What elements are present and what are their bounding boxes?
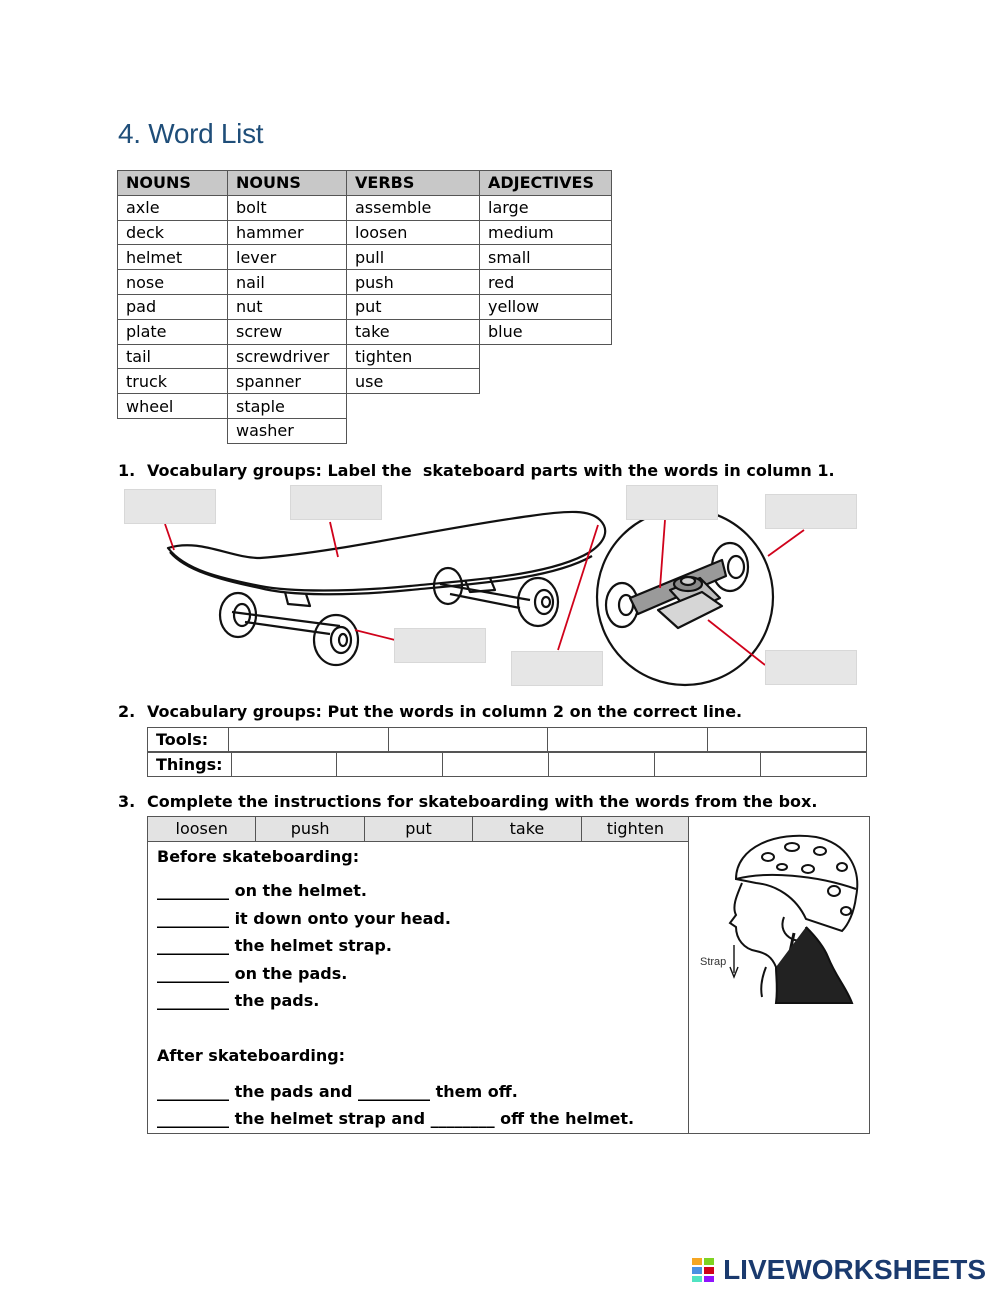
word-list-cell: medium xyxy=(480,220,612,245)
word-list-cell: nail xyxy=(228,270,347,295)
word-list-cell: screw xyxy=(228,319,347,344)
word-list-cell xyxy=(480,344,612,369)
things-blank-6[interactable] xyxy=(761,753,867,777)
things-blank-3[interactable] xyxy=(443,753,549,777)
word-list-row xyxy=(118,394,612,419)
q3-text: Complete the instructions for skateboarding with the words from the box. xyxy=(147,792,818,811)
word-list-cell: helmet xyxy=(118,245,228,270)
word-list-cell: yellow xyxy=(480,294,612,319)
word-list-cell xyxy=(118,418,228,443)
things-table xyxy=(147,752,867,777)
before-line-4[interactable]: _________ on the pads. xyxy=(157,964,348,983)
tools-blank-4[interactable] xyxy=(707,728,867,752)
things-blank-1[interactable] xyxy=(231,753,337,777)
word-list-row xyxy=(118,294,612,319)
header-nouns-1: NOUNS xyxy=(118,171,228,196)
word-list-cell: staple xyxy=(228,394,347,419)
word-box-item: tighten xyxy=(606,819,664,838)
word-list-cell: truck xyxy=(118,369,228,394)
word-list-cell: use xyxy=(347,369,480,394)
word-list-row xyxy=(118,270,612,295)
after-title: After skateboarding: xyxy=(157,1046,346,1065)
word-list-cell: pull xyxy=(347,245,480,270)
word-box-item: push xyxy=(256,817,364,841)
instructions-box xyxy=(147,816,870,1134)
word-list-cell: tighten xyxy=(347,344,480,369)
word-list-cell: nose xyxy=(118,270,228,295)
label-box-tail[interactable] xyxy=(124,489,216,524)
strap-label: Strap xyxy=(700,956,727,968)
tools-blank-3[interactable] xyxy=(548,728,708,752)
things-blank-5[interactable] xyxy=(655,753,761,777)
word-list-cell: plate xyxy=(118,319,228,344)
helmet-illustration xyxy=(696,827,866,1007)
word-box-item: put xyxy=(365,817,473,841)
things-blank-2[interactable] xyxy=(337,753,443,777)
tools-blank-2[interactable] xyxy=(388,728,548,752)
q2-number: 2. xyxy=(118,702,136,721)
word-list-row xyxy=(118,220,612,245)
box-divider xyxy=(688,817,689,1133)
word-list-cell: hammer xyxy=(228,220,347,245)
before-line-2[interactable]: _________ it down onto your head. xyxy=(157,909,451,928)
q3-number: 3. xyxy=(118,792,136,811)
word-list-cell: tail xyxy=(118,344,228,369)
word-list-cell: put xyxy=(347,294,480,319)
tools-blank-1[interactable] xyxy=(229,728,389,752)
tools-table xyxy=(147,727,867,752)
before-line-1[interactable]: _________ on the helmet. xyxy=(157,881,367,900)
tools-label: Tools: xyxy=(148,728,229,752)
word-list-cell xyxy=(480,369,612,394)
word-list-table xyxy=(117,170,612,444)
word-list-cell: take xyxy=(347,319,480,344)
liveworksheets-logo-icon xyxy=(692,1258,714,1282)
word-list-row xyxy=(118,418,612,443)
before-title: Before skateboarding: xyxy=(157,847,360,866)
word-list-row xyxy=(118,369,612,394)
word-list-cell: loosen xyxy=(347,220,480,245)
word-list-cell: small xyxy=(480,245,612,270)
page-heading: 4. Word List xyxy=(118,118,264,149)
word-list-cell: wheel xyxy=(118,394,228,419)
word-list-cell: washer xyxy=(228,418,347,443)
word-list-cell xyxy=(347,394,480,419)
before-line-3[interactable]: _________ the helmet strap. xyxy=(157,936,392,955)
things-label: Things: xyxy=(148,753,232,777)
word-list-cell: bolt xyxy=(228,195,347,220)
label-box-wheel[interactable] xyxy=(394,628,486,663)
label-box-deck[interactable] xyxy=(290,485,382,520)
word-list-cell: lever xyxy=(228,245,347,270)
word-list-cell: red xyxy=(480,270,612,295)
before-line-5[interactable]: _________ the pads. xyxy=(157,991,320,1010)
word-box xyxy=(148,817,689,842)
things-blank-4[interactable] xyxy=(549,753,655,777)
word-list-cell: pad xyxy=(118,294,228,319)
word-list-cell: nut xyxy=(228,294,347,319)
q1-number: 1. xyxy=(118,461,136,480)
word-list-cell: large xyxy=(480,195,612,220)
word-list-cell: push xyxy=(347,270,480,295)
word-list-row xyxy=(118,245,612,270)
word-list-cell xyxy=(347,418,480,443)
q1-text: Vocabulary groups: Label the skateboard parts with the words in column 1. xyxy=(147,461,835,480)
word-list-header-row xyxy=(118,171,612,196)
word-list-cell xyxy=(480,394,612,419)
word-list-cell: spanner xyxy=(228,369,347,394)
word-list-cell: axle xyxy=(118,195,228,220)
after-line-2[interactable]: _________ the helmet strap and ________ off the helmet. xyxy=(157,1109,635,1128)
header-nouns-2: NOUNS xyxy=(228,171,347,196)
word-list-row xyxy=(118,195,612,220)
word-list-cell: assemble xyxy=(347,195,480,220)
word-list-cell: screwdriver xyxy=(228,344,347,369)
helmet-drawing xyxy=(730,836,857,1003)
word-list-row xyxy=(118,344,612,369)
label-box-plate[interactable] xyxy=(765,650,857,685)
word-list-row xyxy=(118,319,612,344)
header-verbs: VERBS xyxy=(347,171,480,196)
q2-text: Vocabulary groups: Put the words in column 2 on the correct line. xyxy=(147,702,743,721)
liveworksheets-logo: LIVEWORKSHEETS xyxy=(723,1254,986,1285)
after-line-1[interactable]: _________ the pads and _________ them off. xyxy=(157,1082,518,1101)
word-list-cell: blue xyxy=(480,319,612,344)
header-adjectives: ADJECTIVES xyxy=(480,171,612,196)
word-box-item: loosen xyxy=(148,817,256,841)
label-box-wheel-detail[interactable] xyxy=(765,494,857,529)
word-box-item: take xyxy=(473,817,581,841)
word-list-cell xyxy=(480,418,612,443)
word-list-cell: deck xyxy=(118,220,228,245)
label-box-nose[interactable] xyxy=(511,651,603,686)
label-box-truck[interactable] xyxy=(626,485,718,520)
